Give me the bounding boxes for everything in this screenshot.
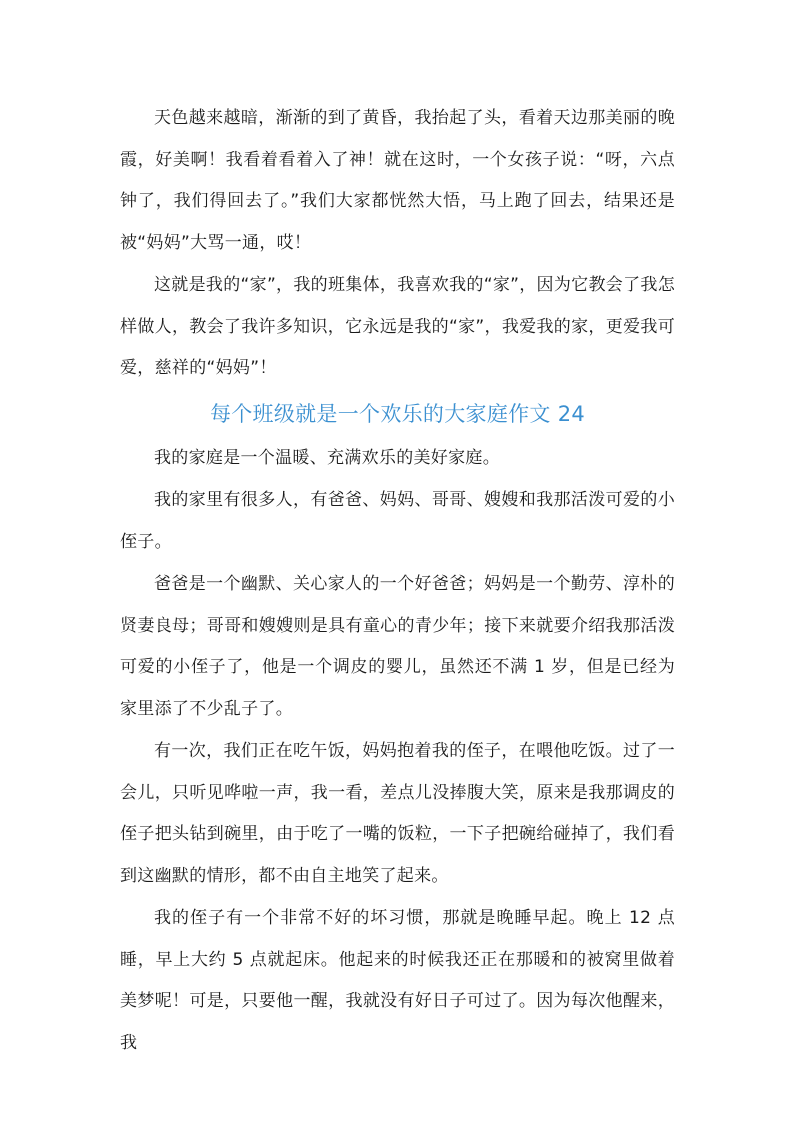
section-heading: 每个班级就是一个欢乐的大家庭作文 24: [209, 401, 586, 426]
paragraph: 有一次，我们正在吃午饭，妈妈抱着我的侄子，在喂他吃饭。过了一会儿，只听见哗啦一声，我一看，差点儿没捧腹大笑，原来是我那调皮的侄子把头钻到碗里，由于吃了一嘴的饭粒，一下子把碗给碰掉了，我们看到这幽默的情形，都不由自主地笑了起来。: [120, 741, 675, 886]
paragraph: 我的家庭是一个温暖、充满欢乐的美好家庭。: [154, 447, 500, 468]
paragraph: 我的侄子有一个非常不好的坏习惯，那就是晚睡早起。晚上 12 点睡，早上大约 5 点就起床。他起来的时候我还正在那暖和的被窝里做着美梦呢！可是，只要他一醒，我就没有好日子可过了。因为每次他醒来，我: [120, 908, 675, 1053]
paragraph: 这就是我的“家”，我的班集体，我喜欢我的“家”，因为它教会了我怎样做人，教会了我许多知识，它永远是我的“家”，我爱我的家，更爱我可爱，慈祥的“妈妈”！: [120, 275, 675, 378]
document-page: [120, 98, 675, 1064]
paragraph: 爸爸是一个幽默、关心家人的一个好爸爸；妈妈是一个勤劳、淳朴的贤妻良母；哥哥和嫂嫂则是具有童心的青少年；接下来就要介绍我那活泼可爱的小侄子了，他是一个调皮的婴儿，虽然还不满 1 岁，但是已经为家里添了不少乱子了。: [120, 574, 675, 719]
paragraph: 天色越来越暗，渐渐的到了黄昏，我抬起了头，看着天边那美丽的晚霞，好美啊！我看着看着入了神！就在这时，一个女孩子说：“呀，六点钟了，我们得回去了。”我们大家都恍然大悟，马上跑了回去，结果还是被“妈妈”大骂一通，哎！: [120, 108, 675, 253]
paragraph: 我的家里有很多人，有爸爸、妈妈、哥哥、嫂嫂和我那活泼可爱的小侄子。: [120, 490, 675, 552]
